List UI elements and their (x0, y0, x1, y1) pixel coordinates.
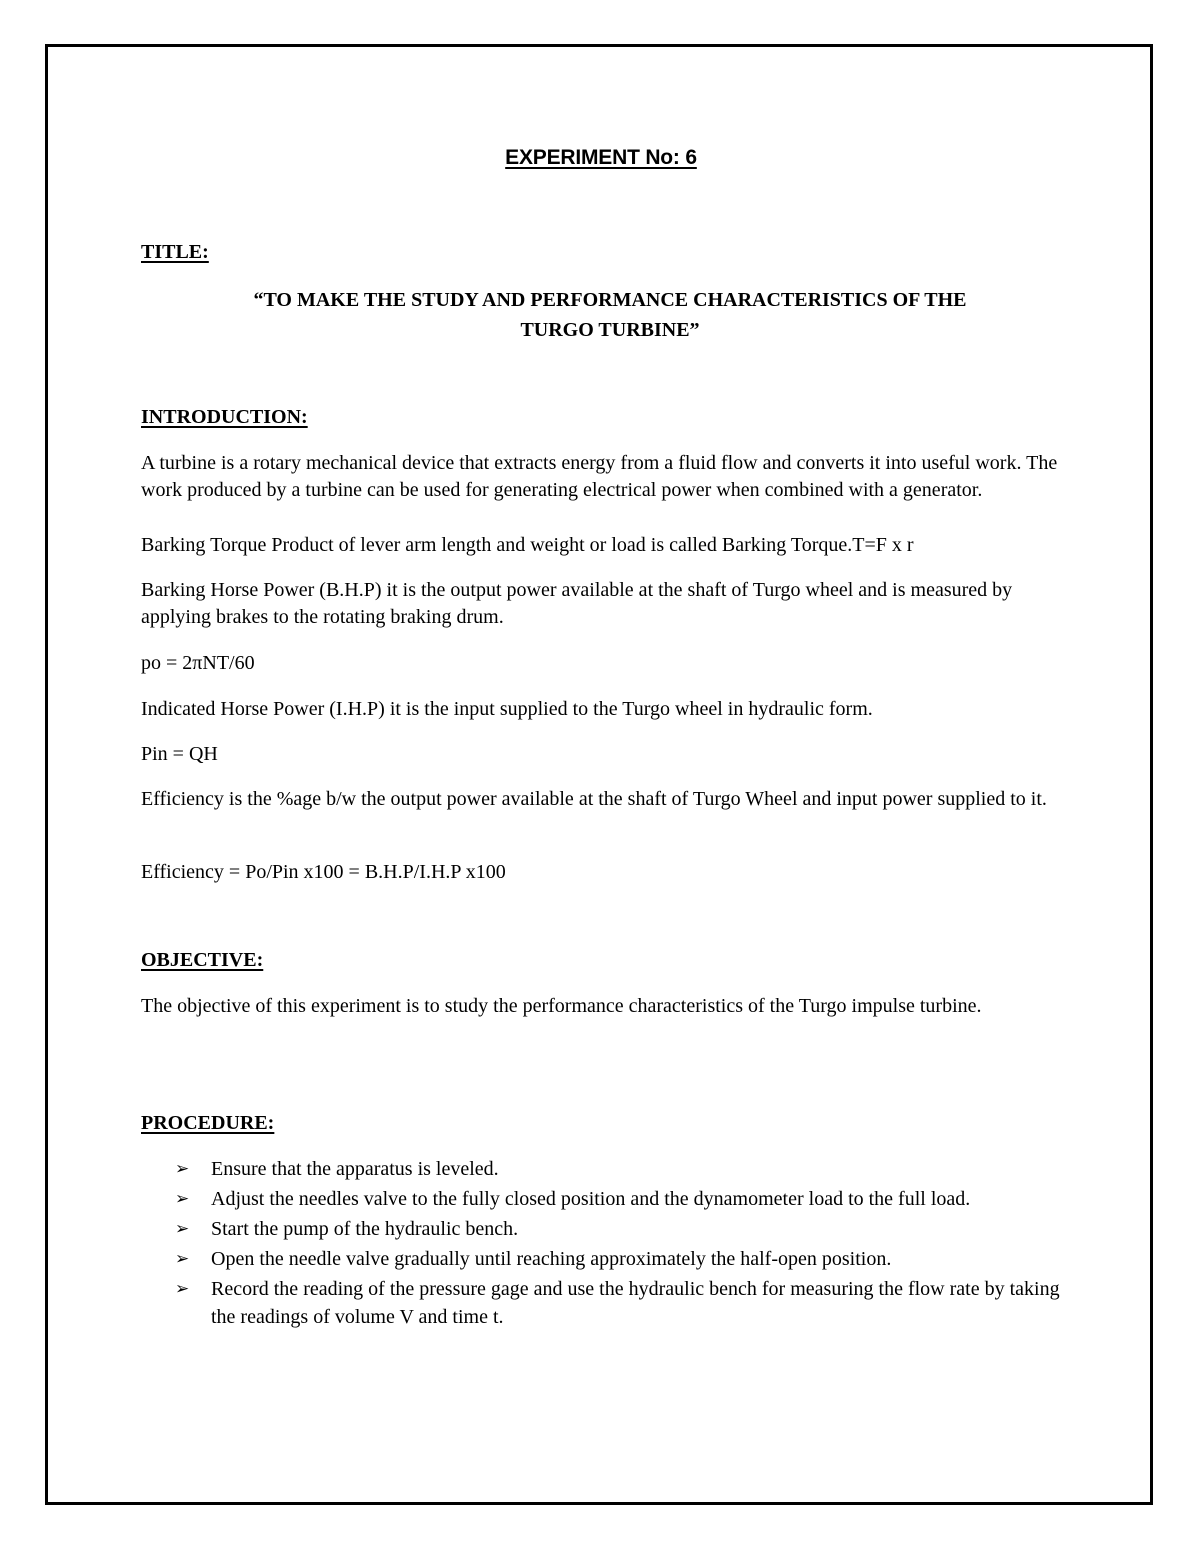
introduction-label: INTRODUCTION: (141, 406, 308, 428)
arrow-bullet-icon: ➢ (175, 1159, 190, 1179)
intro-paragraph-2: Barking Torque Product of lever arm length and weight or load is called Barking Torque.T=F x r (141, 534, 914, 556)
procedure-step-text: Adjust the needles valve to the fully closed position and the dynamometer load to the full load. (211, 1188, 971, 1210)
intro-paragraph-3: Barking Horse Power (B.H.P) it is the output power available at the shaft of Turgo wheel and is measured by applying brakes to the rotating braking drum. (141, 579, 1013, 628)
intro-paragraph-5: Efficiency is the %age b/w the output power available at the shaft of Turgo Wheel and input power supplied to it. (141, 788, 1047, 810)
procedure-step-text: Open the needle valve gradually until reaching approximately the half-open position. (211, 1248, 892, 1270)
procedure-label: PROCEDURE: (141, 1112, 275, 1134)
formula-pin: Pin = QH (141, 743, 218, 765)
arrow-bullet-icon: ➢ (175, 1189, 190, 1209)
experiment-heading: EXPERIMENT No: 6 (505, 146, 697, 169)
procedure-step-text: Start the pump of the hydraulic bench. (211, 1218, 519, 1240)
objective-label: OBJECTIVE: (141, 949, 264, 971)
procedure-step (141, 1185, 1071, 1213)
intro-paragraph-1: A turbine is a rotary mechanical device that extracts energy from a fluid flow and converts it into useful work. The work produced by a turbine can be used for generating electrical power when combined with a generator. (141, 452, 1058, 501)
procedure-step (141, 1155, 1071, 1183)
procedure-step (141, 1275, 1071, 1331)
document-title-line-2: TURGO TURBINE” (520, 319, 700, 341)
formula-efficiency: Efficiency = Po/Pin x100 = B.H.P/I.H.P x100 (141, 861, 506, 883)
procedure-step (141, 1245, 1071, 1273)
arrow-bullet-icon: ➢ (175, 1219, 190, 1239)
procedure-step-text: Ensure that the apparatus is leveled. (211, 1158, 499, 1180)
document-title (101, 285, 1119, 345)
procedure-step-text: Record the reading of the pressure gage and use the hydraulic bench for measuring the flow rate by taking the readings of volume V and time t. (211, 1278, 1060, 1328)
title-label: TITLE: (141, 241, 209, 263)
arrow-bullet-icon: ➢ (175, 1249, 190, 1269)
arrow-bullet-icon: ➢ (175, 1279, 190, 1299)
procedure-list (141, 1155, 1071, 1333)
document-title-line-1: “TO MAKE THE STUDY AND PERFORMANCE CHARACTERISTICS OF THE (253, 289, 967, 311)
objective-text: The objective of this experiment is to study the performance characteristics of the Turgo impulse turbine. (141, 995, 982, 1017)
intro-paragraph-4: Indicated Horse Power (I.H.P) it is the input supplied to the Turgo wheel in hydraulic form. (141, 698, 873, 720)
formula-po: po = 2πNT/60 (141, 652, 255, 674)
procedure-step (141, 1215, 1071, 1243)
